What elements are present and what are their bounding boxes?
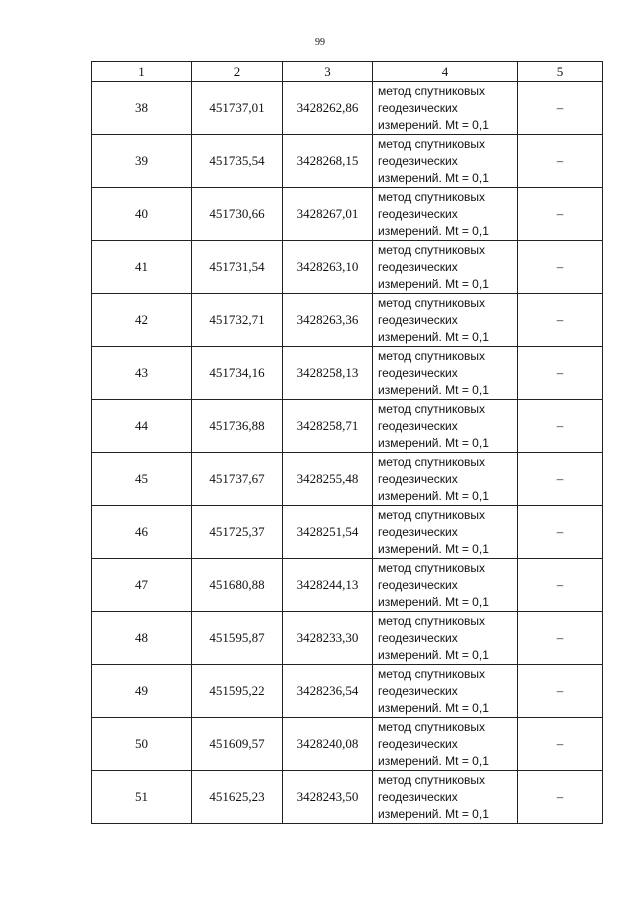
method-line-2: геодезических	[378, 259, 458, 274]
method-description	[373, 294, 518, 347]
point-number: 49	[92, 665, 192, 718]
coordinate-y: 3428258,13	[283, 347, 373, 400]
method-description	[373, 347, 518, 400]
coordinates-table	[91, 61, 603, 824]
point-number: 42	[92, 294, 192, 347]
table-row	[92, 559, 603, 612]
method-line-1: метод спутниковых	[378, 295, 486, 310]
coordinate-y: 3428268,15	[283, 135, 373, 188]
method-line-3: измерений. Mt = 0,1	[378, 488, 489, 503]
method-line-3: измерений. Mt = 0,1	[378, 382, 489, 397]
point-number: 38	[92, 82, 192, 135]
method-line-2: геодезических	[378, 736, 458, 751]
method-line-3: измерений. Mt = 0,1	[378, 594, 489, 609]
method-line-1: метод спутниковых	[378, 666, 486, 681]
method-description	[373, 612, 518, 665]
method-line-3: измерений. Mt = 0,1	[378, 435, 489, 450]
coordinate-y: 3428251,54	[283, 506, 373, 559]
method-description	[373, 400, 518, 453]
method-line-2: геодезических	[378, 789, 458, 804]
coordinate-x: 451609,57	[192, 718, 283, 771]
point-number: 43	[92, 347, 192, 400]
coordinate-y: 3428255,48	[283, 453, 373, 506]
coordinate-x: 451595,22	[192, 665, 283, 718]
coordinate-y: 3428263,10	[283, 241, 373, 294]
method-line-2: геодезических	[378, 630, 458, 645]
method-line-3: измерений. Mt = 0,1	[378, 117, 489, 132]
method-line-1: метод спутниковых	[378, 772, 486, 787]
table-row	[92, 188, 603, 241]
coordinate-y: 3428267,01	[283, 188, 373, 241]
point-number: 46	[92, 506, 192, 559]
table-row	[92, 506, 603, 559]
coordinate-y: 3428263,36	[283, 294, 373, 347]
method-line-1: метод спутниковых	[378, 348, 486, 363]
method-line-2: геодезических	[378, 577, 458, 592]
note-dash: –	[518, 347, 603, 400]
page-number: 99	[315, 37, 325, 48]
note-dash: –	[518, 82, 603, 135]
table-row	[92, 347, 603, 400]
coordinate-x: 451736,88	[192, 400, 283, 453]
method-description	[373, 188, 518, 241]
column-header-2: 2	[192, 62, 283, 82]
table-row	[92, 771, 603, 824]
method-line-2: геодезических	[378, 206, 458, 221]
column-header-5: 5	[518, 62, 603, 82]
note-dash: –	[518, 612, 603, 665]
method-line-3: измерений. Mt = 0,1	[378, 700, 489, 715]
method-description	[373, 665, 518, 718]
coordinate-x: 451737,01	[192, 82, 283, 135]
method-line-2: геодезических	[378, 153, 458, 168]
method-description	[373, 453, 518, 506]
method-line-1: метод спутниковых	[378, 507, 486, 522]
method-line-3: измерений. Mt = 0,1	[378, 223, 489, 238]
method-line-3: измерений. Mt = 0,1	[378, 541, 489, 556]
table-row	[92, 453, 603, 506]
method-line-2: геодезических	[378, 683, 458, 698]
coordinate-x: 451725,37	[192, 506, 283, 559]
method-description	[373, 506, 518, 559]
method-line-2: геодезических	[378, 365, 458, 380]
note-dash: –	[518, 665, 603, 718]
note-dash: –	[518, 559, 603, 612]
column-header-3: 3	[283, 62, 373, 82]
method-line-1: метод спутниковых	[378, 454, 486, 469]
method-line-2: геодезических	[378, 312, 458, 327]
coordinate-x: 451595,87	[192, 612, 283, 665]
method-line-1: метод спутниковых	[378, 401, 486, 416]
point-number: 39	[92, 135, 192, 188]
table-row	[92, 612, 603, 665]
coordinate-x: 451735,54	[192, 135, 283, 188]
note-dash: –	[518, 506, 603, 559]
table-row	[92, 135, 603, 188]
note-dash: –	[518, 241, 603, 294]
coordinate-x: 451680,88	[192, 559, 283, 612]
method-line-3: измерений. Mt = 0,1	[378, 170, 489, 185]
coordinate-x: 451737,67	[192, 453, 283, 506]
note-dash: –	[518, 188, 603, 241]
point-number: 47	[92, 559, 192, 612]
note-dash: –	[518, 453, 603, 506]
table-row	[92, 718, 603, 771]
table-row	[92, 82, 603, 135]
method-line-1: метод спутниковых	[378, 613, 486, 628]
coordinate-y: 3428262,86	[283, 82, 373, 135]
method-line-1: метод спутниковых	[378, 189, 486, 204]
method-line-1: метод спутниковых	[378, 242, 486, 257]
method-description	[373, 771, 518, 824]
method-description	[373, 718, 518, 771]
table-row	[92, 294, 603, 347]
method-line-1: метод спутниковых	[378, 719, 486, 734]
method-line-3: измерений. Mt = 0,1	[378, 806, 489, 821]
coordinate-y: 3428233,30	[283, 612, 373, 665]
method-line-2: геодезических	[378, 418, 458, 433]
coordinate-x: 451734,16	[192, 347, 283, 400]
point-number: 48	[92, 612, 192, 665]
method-description	[373, 82, 518, 135]
method-line-2: геодезических	[378, 524, 458, 539]
note-dash: –	[518, 294, 603, 347]
note-dash: –	[518, 400, 603, 453]
method-line-3: измерений. Mt = 0,1	[378, 329, 489, 344]
method-line-3: измерений. Mt = 0,1	[378, 753, 489, 768]
method-line-1: метод спутниковых	[378, 560, 486, 575]
method-line-2: геодезических	[378, 100, 458, 115]
method-line-2: геодезических	[378, 471, 458, 486]
point-number: 41	[92, 241, 192, 294]
column-header-1: 1	[92, 62, 192, 82]
coordinate-y: 3428236,54	[283, 665, 373, 718]
method-line-3: измерений. Mt = 0,1	[378, 647, 489, 662]
method-line-1: метод спутниковых	[378, 136, 486, 151]
coordinate-x: 451732,71	[192, 294, 283, 347]
method-description	[373, 241, 518, 294]
point-number: 44	[92, 400, 192, 453]
table-row	[92, 241, 603, 294]
column-header-4: 4	[373, 62, 518, 82]
coordinate-y: 3428240,08	[283, 718, 373, 771]
point-number: 40	[92, 188, 192, 241]
coordinate-y: 3428244,13	[283, 559, 373, 612]
method-description	[373, 559, 518, 612]
point-number: 50	[92, 718, 192, 771]
coordinate-x: 451731,54	[192, 241, 283, 294]
table-header-row	[92, 62, 603, 82]
coordinate-y: 3428258,71	[283, 400, 373, 453]
coordinate-y: 3428243,50	[283, 771, 373, 824]
coordinate-x: 451625,23	[192, 771, 283, 824]
point-number: 45	[92, 453, 192, 506]
method-line-1: метод спутниковых	[378, 83, 486, 98]
note-dash: –	[518, 771, 603, 824]
table-row	[92, 665, 603, 718]
method-description	[373, 135, 518, 188]
coordinate-x: 451730,66	[192, 188, 283, 241]
note-dash: –	[518, 135, 603, 188]
method-line-3: измерений. Mt = 0,1	[378, 276, 489, 291]
point-number: 51	[92, 771, 192, 824]
note-dash: –	[518, 718, 603, 771]
table-row	[92, 400, 603, 453]
